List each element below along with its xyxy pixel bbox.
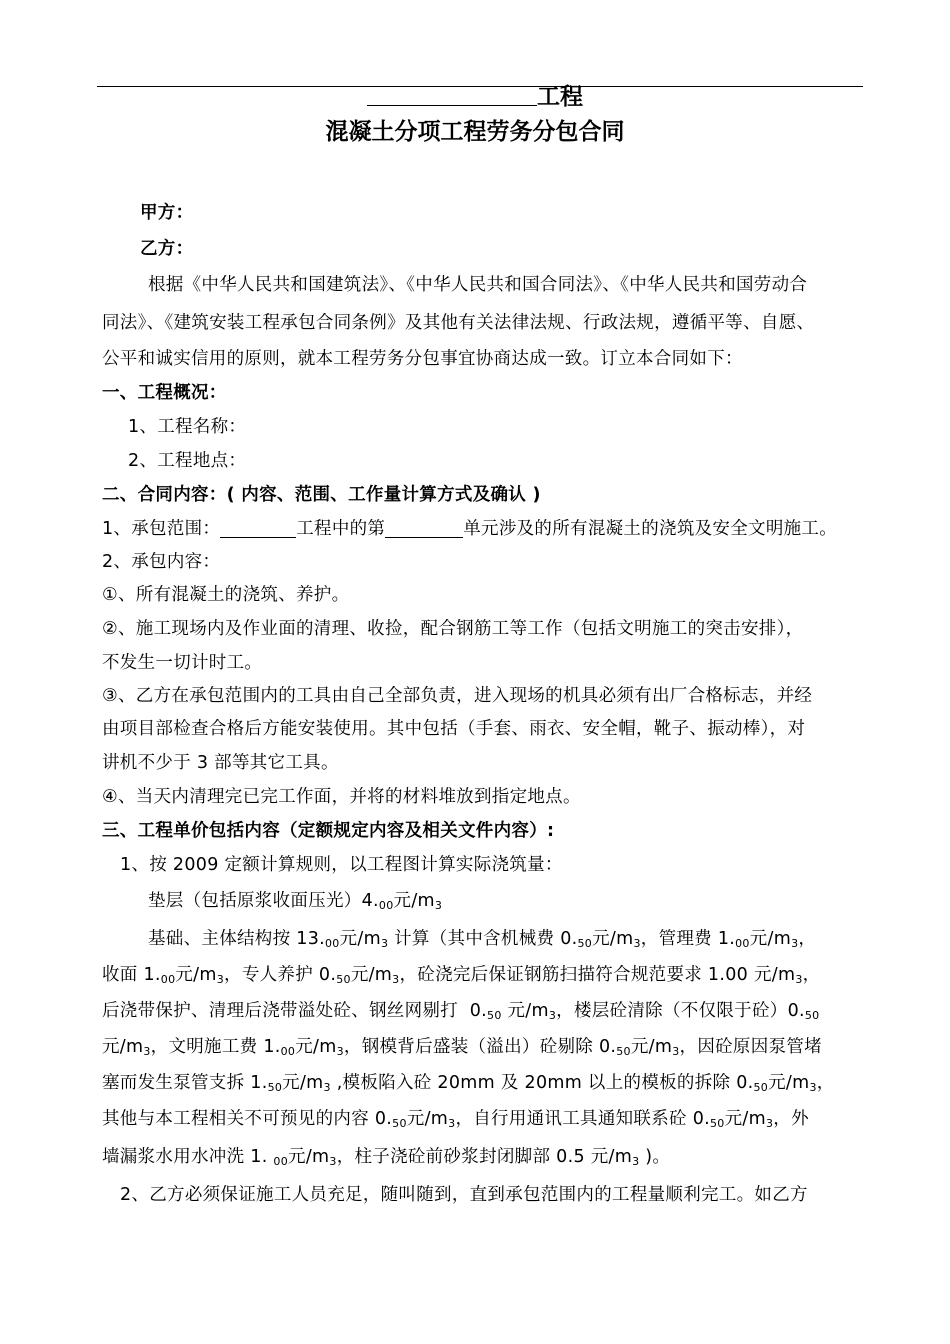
structure-price-line-6: 其他与本工程相关不可预见的内容 $0._{50}$元$/m_3$，自行用通讯工具通知联系砼 $0._{50}$元$/m_3$，外 — [102, 1109, 809, 1130]
title-project — [0, 80, 950, 114]
project-name-label: 1、工程名称： — [128, 417, 247, 437]
content-item-3-line-3: 讲机不少于 3 部等其它工具。 — [102, 753, 339, 773]
calc-rule-line: 1、按 2009 定额计算规则，以工程图计算实际浇筑量： — [120, 855, 563, 875]
cushion-price-line: 垫层（包括原浆收面压光）$4._{00}$元$/m_3$ — [148, 891, 443, 912]
content-label: 2、承包内容： — [102, 552, 221, 572]
content-item-2-line-2: 不发生一切计时工。 — [102, 653, 263, 673]
title-suffix: 工程 — [537, 84, 583, 110]
intro-line-2: 同法》、《建筑安装工程承包合同条例》及其他有关法律法规、行政法规，遵循平等、自愿、 — [102, 313, 815, 333]
party-a-label: 甲方： — [140, 203, 194, 223]
party-b-label: 乙方： — [140, 239, 194, 259]
document-title: 混凝土分项工程劳务分包合同 — [325, 119, 625, 145]
section-3-heading: 三、工程单价包括内容（定额规定内容及相关文件内容）: — [102, 821, 555, 841]
content-item-3-line-2: 由项目部检查合格后方能安装使用。其中包括（手套、雨衣、安全帽，靴子、振动棒），对 — [102, 719, 806, 739]
content-item-2-line-1: ②、施工现场内及作业面的清理、收捡，配合钢筋工等工作（包括文明施工的突击安排）， — [102, 619, 804, 639]
content-item-4: ④、当天内清理完已完工作面，并将的材料堆放到指定地点。 — [102, 787, 581, 807]
section-2-heading: 二、合同内容：( 内容、范围、工作量计算方式及确认 ) — [102, 485, 541, 505]
content-item-1: ①、所有混凝土的浇筑、养护。 — [102, 585, 350, 605]
structure-price-line-3: 后浇带保护、清理后浇带溢处砼、钢丝网剔打 $0._{50}$ 元$/m_3$，楼层砼清除（不仅限于砼）$0._{50}$ — [102, 1001, 820, 1022]
staffing-line: 2、乙方必须保证施工人员充足，随叫随到，直到承包范围内的工程量顺利完工。如乙方 — [120, 1185, 808, 1205]
project-location-label: 2、工程地点： — [128, 451, 247, 471]
intro-line-3: 公平和诚实信用的原则，就本工程劳务分包事宜协商达成一致。订立本合同如下： — [102, 349, 743, 369]
section-1-heading: 一、工程概况： — [102, 383, 227, 403]
structure-price-line-7: 墙漏浆水用水冲洗 1. $_{00}$元$/m_3$，柱子浇砼前砂浆封闭脚部 0.5 元$/m_3$ )。 — [102, 1147, 671, 1168]
scope-blank-1 — [220, 517, 296, 538]
structure-price-line-1: 基础、主体结构按 $13._{00}$元$/m_3$ 计算（其中含机械费 $0._{50}$元$/m_3$，管理费 $1._{00}$元$/m_3$， — [148, 929, 817, 950]
scope-blank-2 — [385, 517, 463, 538]
intro-line-1: 根据《中华人民共和国建筑法》、《中华人民共和国合同法》、《中华人民共和国劳动合 — [148, 275, 808, 295]
scope-line: 1、承包范围： 工程中的第 单元涉及的所有混凝土的浇筑及安全文明施工。 — [102, 519, 838, 539]
project-name-blank — [367, 83, 537, 106]
structure-price-line-5: 塞而发生泵管支拆 $1._{50}$元$/m_3$ ,模板陷入砼 20mm 及 20mm 以上的模板的拆除 $0._{50}$元$/m_3$， — [102, 1073, 835, 1094]
structure-price-line-2: 收面 $1._{00}$元$/m_3$，专人养护 $0._{50}$元$/m_3$，砼浇完后保证钢筋扫描符合规范要求 1.00 元$/m_3$， — [102, 965, 821, 986]
structure-price-line-4: 元$/m_3$，文明施工费 $1._{00}$元$/m_3$，钢模背后盛装（溢出）砼剔除 $0._{50}$元$/m_3$，因砼原因泵管堵 — [102, 1037, 822, 1058]
content-item-3-line-1: ③、乙方在承包范围内的工具由自己全部负责，进入现场的机具必须有出厂合格标志，并经 — [102, 686, 813, 706]
